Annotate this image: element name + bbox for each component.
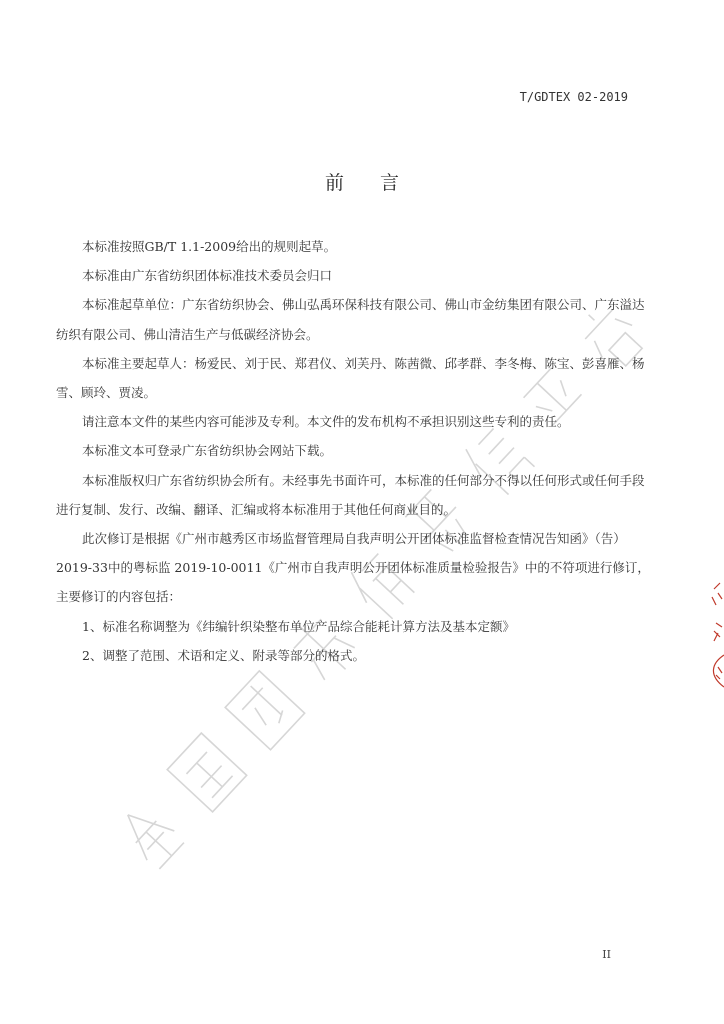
paragraph-text: 此次修订是根据《广州市越秀区市场监督管理局自我声明公开团体标准监督检查情况告知函》（告）2019-33中的粤标监 2019-10-0011《广州市自我声明公开团体标准质量检验报告》中的不符项进行修订，主要修订的内容包括： [56, 531, 650, 605]
paragraph-drafting-rules [56, 232, 656, 261]
document-code: T/GDTEX 02-2019 [519, 90, 628, 104]
paragraph-text: 2、调整了范围、术语和定义、附录等部分的格式。 [82, 647, 365, 663]
page-title: 前言 [324, 172, 435, 194]
paragraph-committee [56, 261, 656, 290]
paragraph-revision-item-2 [56, 641, 656, 670]
paragraph-revision-item-1 [56, 612, 656, 641]
paragraph-drafters [56, 349, 656, 407]
paragraph-text: 本标准主要起草人：杨爱民、刘于民、郑君仪、刘芙丹、陈茜微、邱孝群、李冬梅、陈宝、彭喜雁、杨雪、顾玲、贾凌。 [56, 355, 645, 401]
watermark-glyph [114, 800, 185, 870]
paragraph-text: 本标准由广东省纺织团体标准技术委员会归口 [82, 268, 333, 284]
paragraph-text: 本标准版权归广东省纺织协会所有。未经事先书面许可，本标准的任何部分不得以任何形式或任何手段进行复制、发行、改编、翻译、汇编或将本标准用于其他任何商业目的。 [56, 472, 645, 517]
paragraph-copyright [56, 466, 656, 524]
paragraph-patent-notice [56, 407, 656, 436]
page-number: II [602, 948, 611, 961]
watermark-glyph [167, 733, 246, 812]
paragraph-drafting-units [56, 290, 656, 348]
paragraph-text: 本标准按照GB/T 1.1-2009给出的规则起草。 [82, 239, 337, 254]
watermark-glyph [225, 671, 304, 750]
paragraph-revision-basis [56, 524, 656, 612]
foreword-body [56, 232, 656, 670]
edge-stamp-fragment [700, 575, 724, 705]
paragraph-text: 本标准文本可登录广东省纺织协会网站下载。 [82, 443, 333, 459]
paragraph-download [56, 436, 656, 465]
paragraph-text: 请注意本文件的某些内容可能涉及专利。本文件的发布机构不承担识别这些专利的责任。 [82, 414, 570, 430]
paragraph-text: 本标准起草单位：广东省纺织协会、佛山弘禹环保科技有限公司、佛山市金纺集团有限公司、广东溢达纺织有限公司、佛山清洁生产与低碳经济协会。 [56, 297, 645, 342]
paragraph-text: 1、标准名称调整为《纬编针织染整布单位产品综合能耗计算方法及基本定额》 [82, 618, 515, 634]
